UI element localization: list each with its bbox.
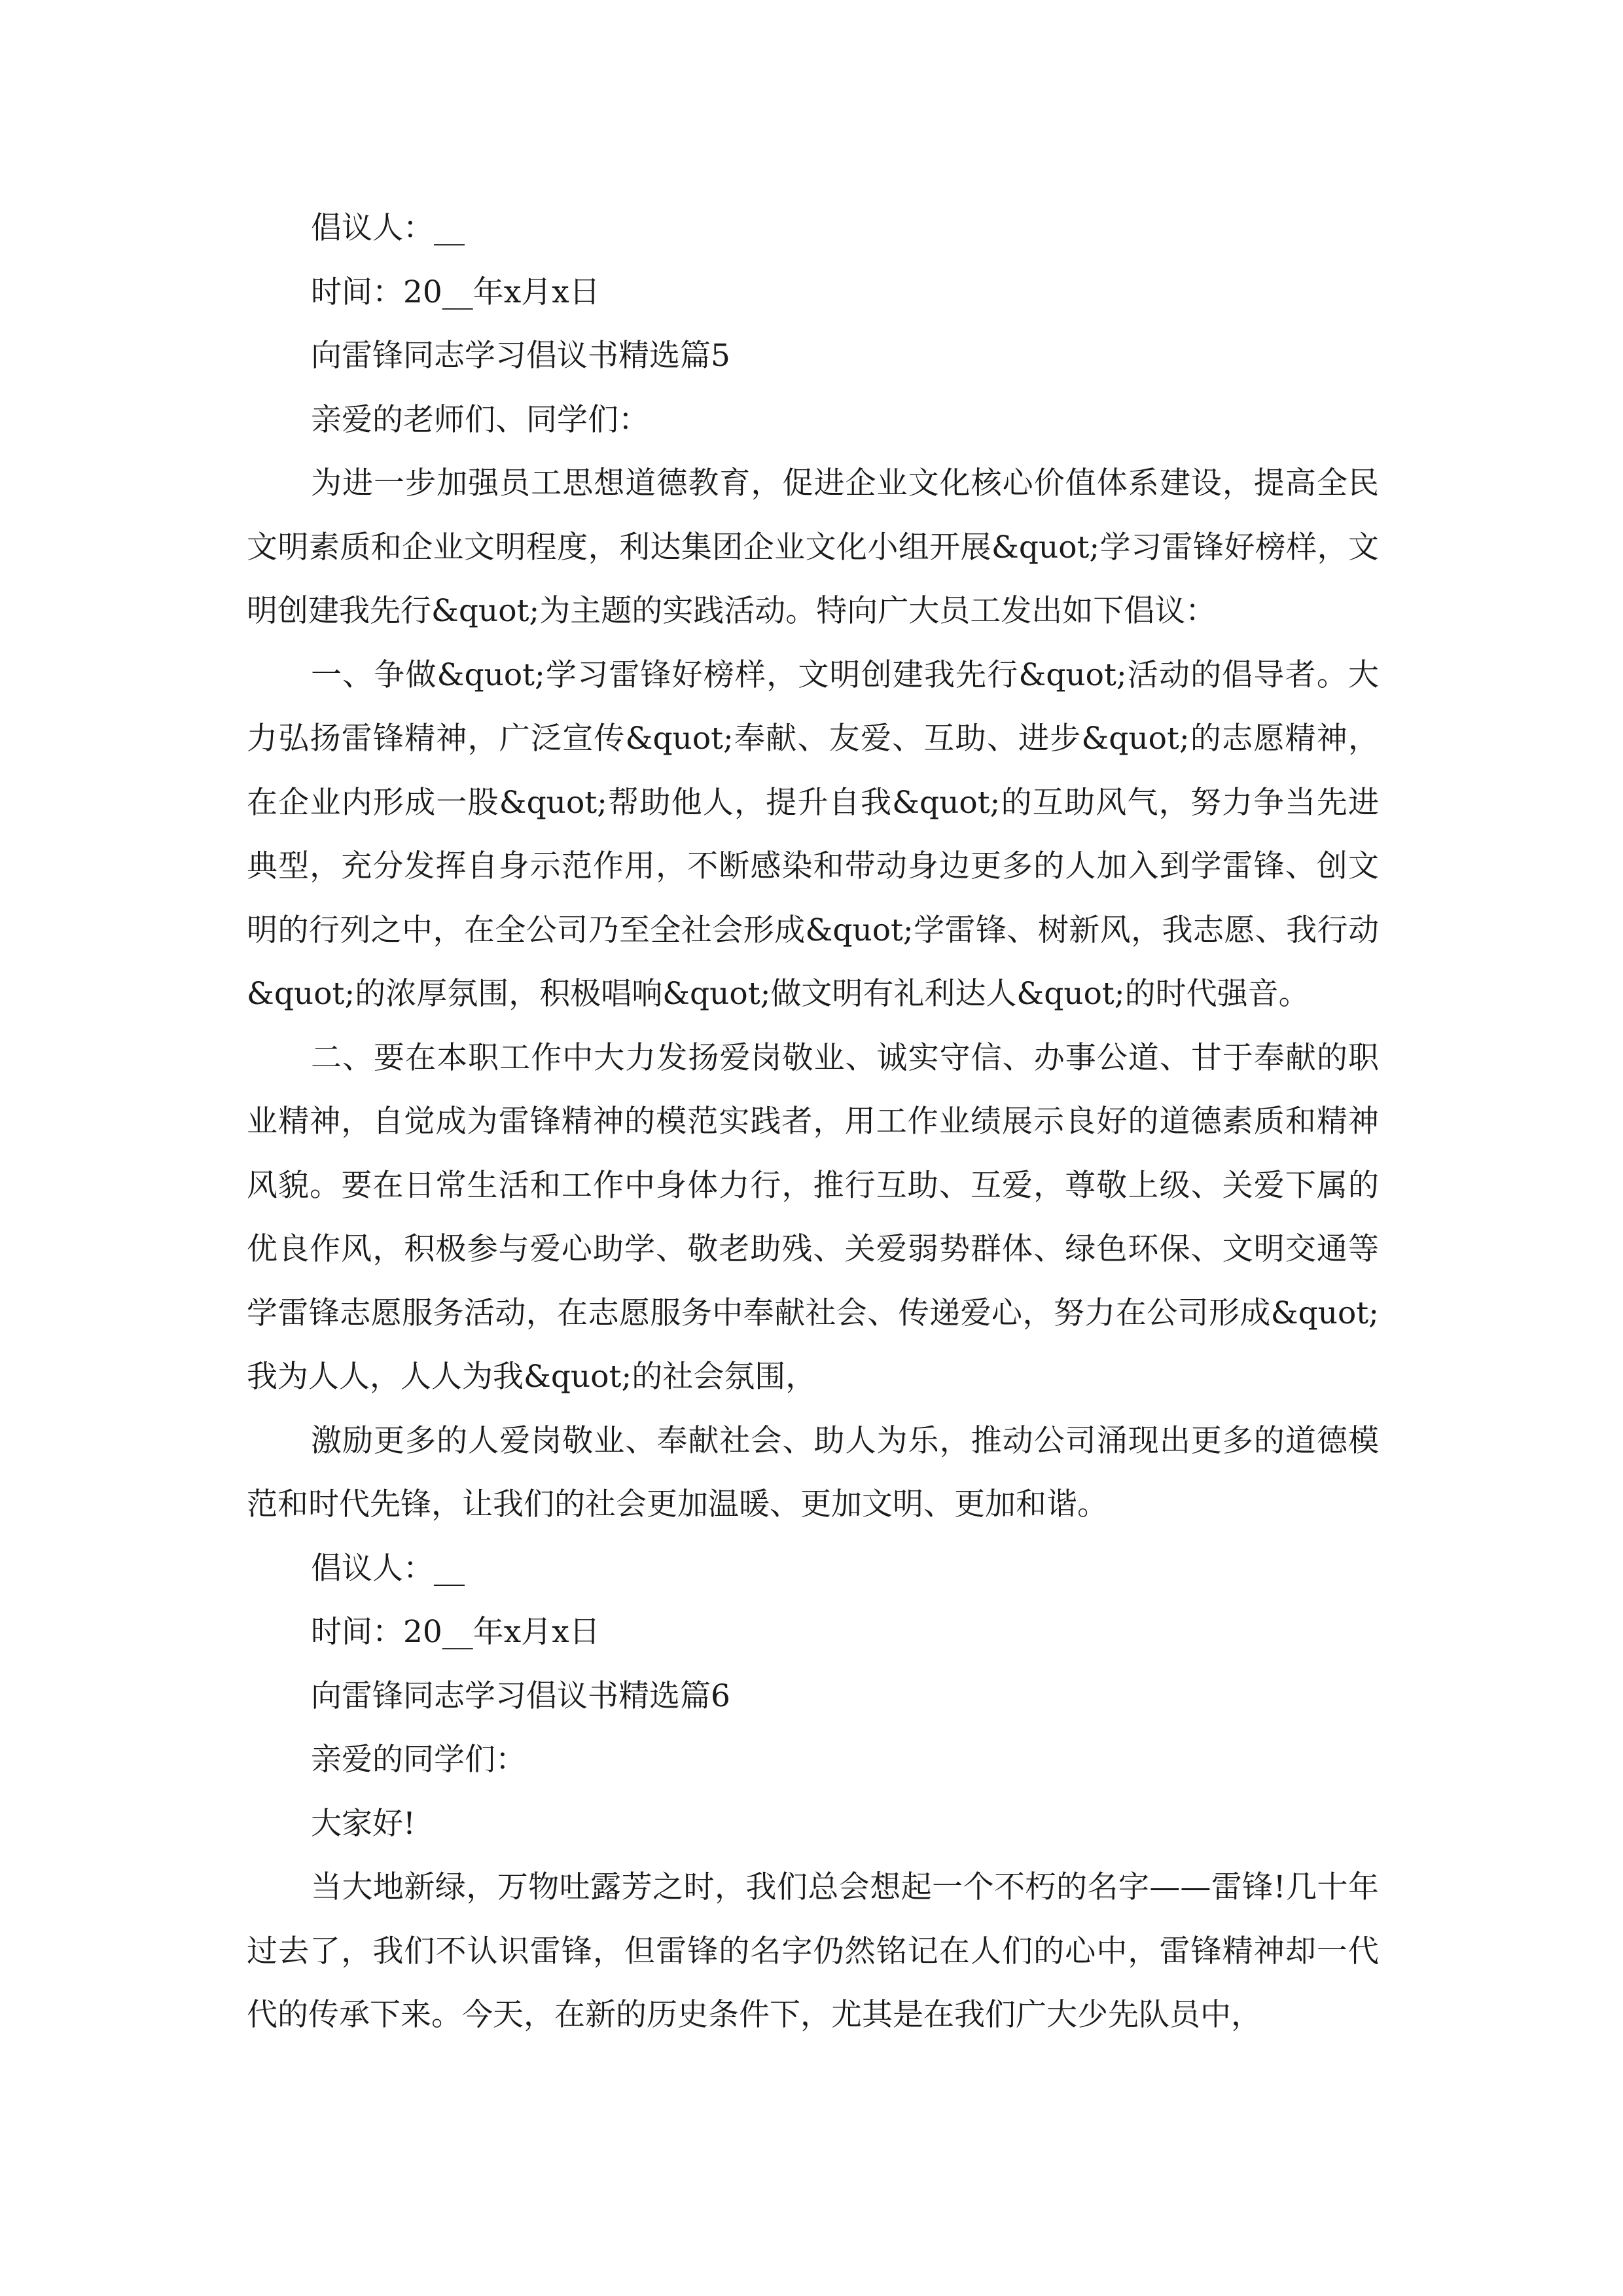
proposer-line-1: 倡议人：__ <box>311 210 465 246</box>
greeting-6: 大家好! <box>311 1805 416 1842</box>
proposer-line-2: 倡议人：__ <box>311 1550 465 1587</box>
paragraph-item-1: 一、争做&quot;学习雷锋好榜样，文明创建我先行&quot;活动的倡导者。大力弘扬雷锋精神，广泛宣传&quot;奉献、友爱、互助、进步&quot;的志愿精神，在企业内形成一股&quot;帮助他人，提升自我&quot;的互助风气，努力争当先进典型，充分发挥自身示范作用，不断感染和带动身边更多的人加入到学雷锋、创文明的行列之中，在全公司乃至全社会形成&quot;学雷锋、树新风，我志愿、我行动&quot;的浓厚氛围，积极唱响&quot;做文明有礼利达人&quot;的时代强音。 <box>247 656 1379 1012</box>
salutation-6: 亲爱的同学们： <box>311 1742 526 1778</box>
paragraph-intro-6: 当大地新绿，万物吐露芳之时，我们总会想起一个不朽的名字——雷锋!几十年过去了，我们不认识雷锋，但雷锋的名字仍然铭记在人们的心中，雷锋精神却一代代的传承下来。今天，在新的历史条件下，尤其是在我们广大少先队员中， <box>247 1869 1379 2033</box>
paragraph-closing-5: 激励更多的人爱岗敬业、奉献社会、助人为乐，推动公司涌现出更多的道德模范和时代先锋，让我们的社会更加温暖、更加文明、更加和谐。 <box>247 1422 1379 1522</box>
paragraph-item-2: 二、要在本职工作中大力发扬爱岗敬业、诚实守信、办事公道、甘于奉献的职业精神，自觉成为雷锋精神的模范实践者，用工作业绩展示良好的道德素质和精神风貌。要在日常生活和工作中身体力行，推行互助、互爱，尊敬上级、关爱下属的优良作风，积极参与爱心助学、敬老助残、关爱弱势群体、绿色环保、文明交通等学雷锋志愿服务活动，在志愿服务中奉献社会、传递爱心，努力在公司形成&quot;我为人人，人人为我&quot;的社会氛围， <box>247 1039 1379 1395</box>
date-line-2: 时间：20__年x月x日 <box>311 1614 600 1650</box>
document-body <box>247 196 1379 2047</box>
date-line-1: 时间：20__年x月x日 <box>311 274 600 310</box>
salutation-5: 亲爱的老师们、同学们： <box>311 401 649 438</box>
section-title-5: 向雷锋同志学习倡议书精选篇5 <box>311 338 730 374</box>
paragraph-intro-5: 为进一步加强员工思想道德教育，促进企业文化核心价值体系建设，提高全民文明素质和企业文明程度，利达集团企业文化小组开展&quot;学习雷锋好榜样，文明创建我先行&quot;为主题的实践活动。特向广大员工发出如下倡议： <box>247 465 1379 629</box>
section-title-6: 向雷锋同志学习倡议书精选篇6 <box>311 1677 730 1714</box>
